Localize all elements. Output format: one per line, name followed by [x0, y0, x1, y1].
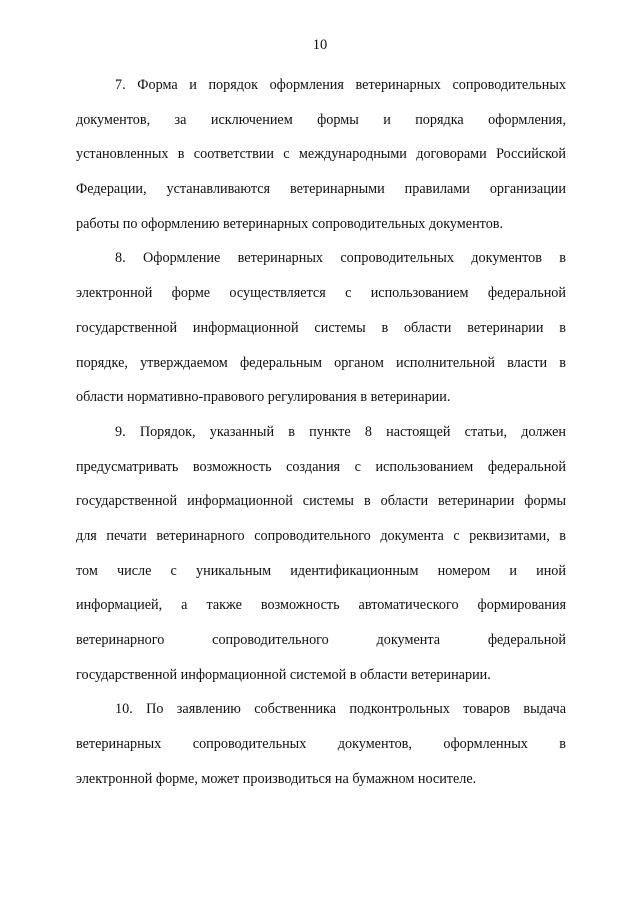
text-line: области нормативно-правового регулирования в ветеринарии.: [76, 389, 451, 406]
page-number: 10: [312, 37, 328, 53]
text-line: электронной форме, может производиться на бумажном носителе.: [76, 770, 477, 787]
text-line: предусматривать возможность создания с использованием федеральной: [76, 458, 566, 475]
text-line: государственной информационной системой в области ветеринарии.: [76, 666, 491, 683]
document-body: [76, 68, 566, 796]
text-line: ветеринарного сопроводительного документа федеральной: [76, 632, 566, 648]
text-line: государственной информационной системы в области ветеринарии в: [76, 319, 566, 336]
text-line: информацией, а также возможность автоматического формирования: [76, 597, 566, 614]
text-line: государственной информационной системы в области ветеринарии формы: [76, 493, 566, 510]
paragraph-8: [76, 241, 566, 414]
text-line: 10. По заявлению собственника подконтрольных товаров выдача: [115, 701, 566, 718]
paragraph-7: [76, 68, 566, 241]
paragraph-9: [76, 415, 566, 693]
text-line: электронной форме осуществляется с использованием федеральной: [76, 285, 566, 302]
text-line: документов, за исключением формы и порядка оформления,: [76, 111, 566, 128]
text-line: для печати ветеринарного сопроводительного документа с реквизитами, в: [76, 527, 566, 544]
text-line: 9. Порядок, указанный в пункте 8 настоящей статьи, должен: [115, 423, 566, 440]
text-line: том числе с уникальным идентификационным номером и иной: [76, 562, 566, 579]
paragraph-10: [76, 692, 566, 796]
text-line: 7. Форма и порядок оформления ветеринарных сопроводительных: [115, 77, 566, 93]
text-line: 8. Оформление ветеринарных сопроводительных документов в: [115, 250, 566, 267]
text-line: Федерации, устанавливаются ветеринарными правилами организации: [76, 181, 566, 198]
text-line: ветеринарных сопроводительных документов, оформленных в: [76, 736, 566, 753]
text-line: установленных в соответствии с международными договорами Российской: [76, 146, 566, 163]
text-line: работы по оформлению ветеринарных сопроводительных документов.: [76, 215, 504, 232]
text-line: порядке, утверждаемом федеральным органом исполнительной власти в: [76, 354, 566, 371]
